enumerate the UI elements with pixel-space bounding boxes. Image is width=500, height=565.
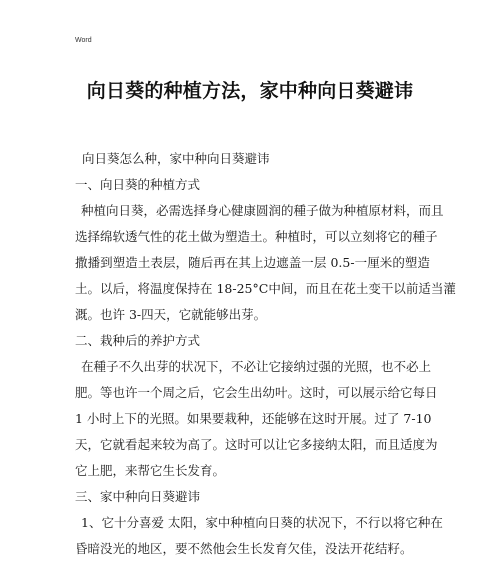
paragraph-line: 选择绵软透气性的花土做为塑造土。种植时，可以立刻将它的種子 (75, 229, 438, 244)
paragraph-line: 1、它十分喜爱 太阳，家中种植向日葵的状况下，不行以将它种在 (81, 515, 443, 530)
paragraph-line: 土。以后，将温度保持在 18-25°C中间，而且在花土变干以前适当灌 (75, 281, 456, 296)
paragraph-line: 在種子不久出芽的状况下，不必让它接纳过强的光照，也不必上 (81, 359, 432, 374)
paragraph-line: 撒播到塑造土表层，随后再在其上边遮盖一层 0.5-一厘米的塑造 (75, 255, 430, 270)
word-header-label: Word (75, 37, 92, 44)
document-body (75, 146, 456, 562)
paragraph-line: 肥。等也许一个周之后，它会生出幼叶。这时，可以展示给它每日 (75, 385, 438, 400)
paragraph-line: 天，它就看起来较为高了。这时可以让它多接纳太阳，而且适度为 (75, 437, 438, 452)
paragraph-line: 种植向日葵，必需选择身心健康圆润的種子做为种植原材料，而且 (81, 203, 444, 218)
document-title: 向日葵的种植方法，家中种向日葵避讳 (86, 80, 414, 102)
paragraph-line: 1 小时上下的光照。如果要栽种，还能够在这时开展。过了 7-10 (75, 411, 432, 426)
paragraph-line: 昏暗没光的地区，要不然他会生长发育欠佳，没法开花结籽。 (75, 541, 413, 556)
paragraph-line: 溉。也许 3-四天，它就能够出芽。 (75, 307, 267, 322)
section-heading-care: 二、栽种后的养护方式 (75, 333, 201, 348)
intro-line: 向日葵怎么种，家中种向日葵避讳 (82, 151, 270, 166)
section-heading-planting: 一、向日葵的种植方式 (75, 177, 201, 192)
paragraph-line: 它上肥，来帮它生长发育。 (75, 463, 226, 478)
section-heading-taboos: 三、家中种向日葵避讳 (75, 489, 201, 504)
